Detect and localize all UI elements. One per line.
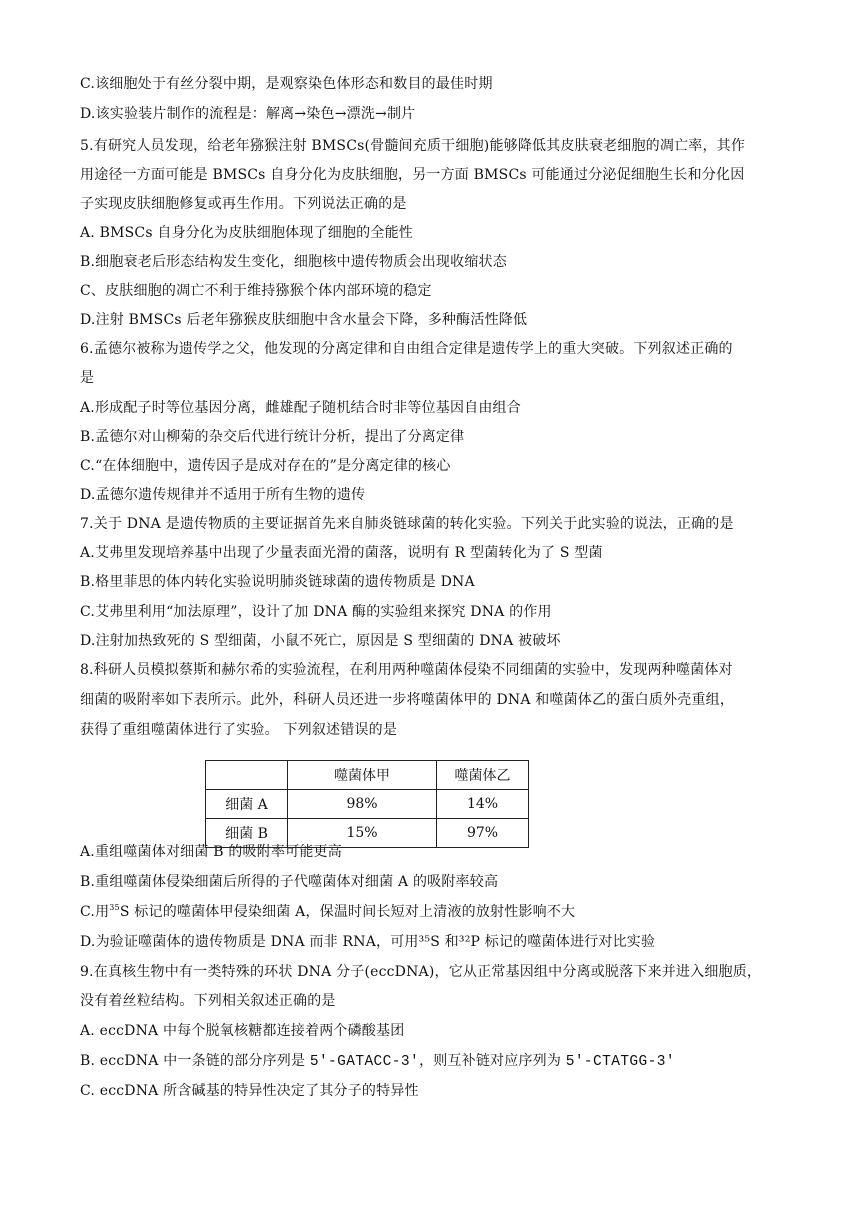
- text-line: A.重组噬菌体对细菌 B 的吸附率可能更高: [80, 844, 342, 860]
- text-line: 获得了重组噬菌体进行了实验。 下列叙述错误的是: [80, 722, 398, 738]
- text-line: 是: [80, 370, 95, 386]
- text-line: A.艾弗里发现培养基中出现了少量表面光滑的菌落，说明有 R 型菌转化为了 S 型菌: [80, 545, 603, 561]
- dna-sequence-1: 5′-GATACC-3′: [309, 1054, 420, 1070]
- text-line: 6.孟德尔被称为遗传学之父，他发现的分离定律和自由组合定律是遗传学上的重大突破。下列叙述正确的: [80, 341, 733, 357]
- text-line: 细菌的吸附率如下表所示。此外，科研人员还进一步将噬菌体甲的 DNA 和噬菌体乙的蛋白质外壳重组，: [80, 692, 735, 708]
- table-cell: 细菌 B: [206, 819, 288, 848]
- text-line: B.细胞衰老后形态结构发生变化，细胞核中遗传物质会出现收缩状态: [80, 254, 507, 270]
- option-text: S 标记的噬菌体甲侵染细菌 A，保温时间长短对上清液的放射性影响不大: [119, 904, 576, 920]
- table-cell: 细菌 A: [206, 790, 288, 819]
- table-header-row: [206, 761, 529, 790]
- dna-sequence-2: 5′-CTATGG-3′: [565, 1054, 675, 1070]
- table-row: [206, 819, 529, 848]
- text-line: 5.有研究人员发现，给老年猕猴注射 BMSCs(骨髓间充质干细胞)能够降低其皮肤衰老细胞的凋亡率，其作: [80, 138, 746, 154]
- text-line: C.该细胞处于有丝分裂中期，是观察染色体形态和数目的最佳时期: [80, 76, 493, 92]
- text-line: C. eccDNA 所含碱基的特异性决定了其分子的特异性: [80, 1083, 419, 1099]
- text-line: D.孟德尔遗传规律并不适用于所有生物的遗传: [80, 487, 366, 503]
- text-line: C.“在体细胞中，遗传因子是成对存在的”是分离定律的核心: [80, 458, 451, 474]
- question-8-option-c: [80, 902, 780, 922]
- text-line: D.该实验装片制作的流程是：解离→染色→漂洗→制片: [80, 106, 416, 122]
- text-line: D.注射 BMSCs 后老年猕猴皮肤细胞中含水量会下降，多种酶活性降低: [80, 312, 528, 328]
- text-line: C、皮肤细胞的凋亡不利于维持猕猴个体内部环境的稳定: [80, 283, 432, 299]
- text-line: 子实现皮肤细胞修复或再生作用。下列说法正确的是: [80, 196, 407, 212]
- text-line: 8.科研人员模拟蔡斯和赫尔希的实验流程，在利用两种噬菌体侵染不同细菌的实验中，发现两种噬菌体对: [80, 662, 733, 678]
- table-header-cell: 噬菌体甲: [288, 761, 437, 790]
- text-line: A. BMSCs 自身分化为皮肤细胞体现了细胞的全能性: [80, 225, 413, 241]
- text-line: D.注射加热致死的 S 型细菌，小鼠不死亡，原因是 S 型细菌的 DNA 被破坏: [80, 633, 561, 649]
- text-line: B.格里菲思的体内转化实验说明肺炎链球菌的遗传物质是 DNA: [80, 574, 475, 590]
- text-line: B.孟德尔对山柳菊的杂交后代进行统计分析，提出了分离定律: [80, 429, 465, 445]
- text-line: A. eccDNA 中每个脱氧核糖都连接着两个磷酸基团: [80, 1023, 405, 1039]
- text-line: C.艾弗里利用“加法原理”，设计了加 DNA 酶的实验组来探究 DNA 的作用: [80, 604, 552, 620]
- table-cell: 14%: [437, 790, 529, 819]
- option-middle-text: ，则互补链对应序列为: [419, 1053, 566, 1069]
- table-cell: 98%: [288, 790, 437, 819]
- option-prefix: B. eccDNA 中一条链的部分序列是: [80, 1053, 310, 1069]
- question-9-option-b: [80, 1051, 780, 1072]
- text-line: 9.在真核生物中有一类特殊的环状 DNA 分子(eccDNA)，它从正常基因组中分离或脱落下来并进入细胞质，: [80, 964, 762, 980]
- text-line: 7.关于 DNA 是遗传物质的主要证据首先来自肺炎链球菌的转化实验。下列关于此实验的说法，正确的是: [80, 516, 734, 532]
- text-line: 没有着丝粒结构。下列相关叙述正确的是: [80, 993, 336, 1009]
- option-prefix: C.用: [80, 904, 110, 920]
- adsorption-rate-table: [205, 760, 529, 848]
- text-line: B.重组噬菌体侵染细菌后所得的子代噬菌体对细菌 A 的吸附率较高: [80, 874, 499, 890]
- text-line: A.形成配子时等位基因分离，雌雄配子随机结合时非等位基因自由组合: [80, 400, 521, 416]
- table-cell: 15%: [288, 819, 437, 848]
- text-line: D.为验证噬菌体的遗传物质是 DNA 而非 RNA，可用³⁵S 和³²P 标记的噬菌体进行对比实验: [80, 934, 656, 950]
- table-header-cell: [206, 761, 288, 790]
- table-header-cell: 噬菌体乙: [437, 761, 529, 790]
- text-line: 用途径一方面可能是 BMSCs 自身分化为皮肤细胞，另一方面 BMSCs 可能通过分泌促细胞生长和分化因: [80, 167, 745, 183]
- isotope-superscript: 35: [109, 903, 120, 912]
- table-row: [206, 790, 529, 819]
- table-cell: 97%: [437, 819, 529, 848]
